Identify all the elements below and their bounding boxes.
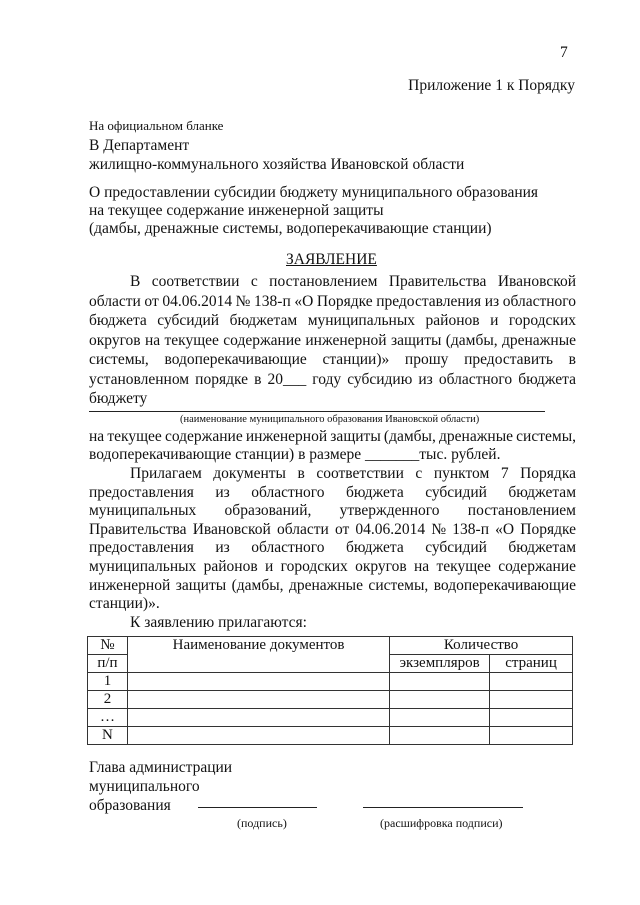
subject-line: (дамбы, дренажные системы, водоперекачивающие станции)	[89, 220, 492, 237]
signatory-line: Глава администрации	[89, 759, 233, 776]
row-number: …	[88, 709, 128, 727]
table-row	[88, 691, 573, 709]
paragraph-line: водоперекачивающие станции) в размере _______тыс. рублей.	[89, 446, 501, 463]
copies-cell	[390, 673, 490, 691]
copies-cell	[390, 727, 490, 745]
paragraph-line: округов на текущее содержание инженерной защиты (дамбы, дренажные	[89, 331, 576, 349]
paragraph-line: на текущее содержание инженерной защиты (дамбы, дренажные системы,	[89, 428, 576, 445]
row-number: N	[88, 727, 128, 745]
paragraph-line: установленном порядке в 20___ году субсидию из областного бюджета	[89, 370, 576, 388]
row-number: 1	[88, 673, 128, 691]
paragraph-line: муниципальных образований, утвержденного постановлением	[89, 502, 576, 520]
row-number: 2	[88, 691, 128, 709]
signatory-line: образования	[89, 797, 171, 814]
pages-cell	[490, 673, 573, 691]
subject-line: О предоставлении субсидии бюджету муниципального образования	[89, 184, 539, 201]
col-num-header: №	[88, 637, 128, 655]
signature-line	[198, 807, 317, 808]
appendix-label: Приложение 1 к Порядку	[408, 77, 575, 94]
paragraph-line: муниципальных районов и городских округов на текущее содержание	[89, 558, 576, 575]
paragraph-line: системы, водоперекачивающие станции)» прошу предоставить в	[89, 351, 576, 368]
signature-name-line	[363, 807, 523, 808]
paragraph-line: Правительства Ивановской области от 04.06.2014 № 138-п «О Порядке	[89, 520, 576, 538]
pages-cell	[490, 691, 573, 709]
addressee-line: жилищно-коммунального хозяйства Ивановской области	[89, 156, 465, 173]
col-num-header: п/п	[88, 655, 128, 673]
paragraph-line: предоставления из областного бюджета субсидий бюджетам	[89, 539, 576, 557]
paragraph-line: станции)».	[89, 595, 160, 613]
attachments-table	[87, 636, 573, 745]
page-number: 7	[560, 44, 568, 61]
pages-cell	[490, 709, 573, 727]
col-copies-header: экземпляров	[390, 655, 490, 673]
doc-name-cell	[127, 691, 389, 709]
col-qty-header: Количество	[390, 637, 573, 655]
pages-cell	[490, 727, 573, 745]
municipality-blank-line	[89, 411, 545, 412]
signatory-line: муниципального	[89, 778, 200, 795]
paragraph-line: области от 04.06.2014 № 138-п «О Порядке предоставления из областного	[89, 292, 576, 310]
attachments-intro: К заявлению прилагаются:	[130, 614, 307, 631]
table-row	[88, 673, 573, 691]
table-row	[88, 727, 573, 745]
document-title: ЗАЯВЛЕНИЕ	[286, 251, 377, 268]
paragraph-line: бюджету	[89, 390, 148, 407]
municipality-caption: (наименование муниципального образования Ивановской области)	[180, 414, 480, 425]
addressee-line: В Департамент	[89, 137, 190, 154]
signature-name-caption: (расшифровка подписи)	[380, 816, 503, 830]
paragraph-line: Прилагаем документы в соответствии с пунктом 7 Порядка	[130, 465, 576, 482]
copies-cell	[390, 709, 490, 727]
doc-name-cell	[127, 727, 389, 745]
subject-line: на текущее содержание инженерной защиты	[89, 202, 384, 219]
copies-cell	[390, 691, 490, 709]
letterhead-note: На официальном бланке	[89, 118, 224, 133]
col-name-header: Наименование документов	[127, 637, 389, 673]
doc-name-cell	[127, 709, 389, 727]
paragraph-line: бюджета субсидий бюджетам муниципальных районов и городских	[89, 312, 576, 329]
signature-caption: (подпись)	[237, 816, 287, 830]
paragraph-line: инженерной защиты (дамбы, дренажные системы, водоперекачивающие	[89, 576, 576, 594]
paragraph-line: предоставления из областного бюджета субсидий бюджетам	[89, 483, 576, 501]
paragraph-line: В соответствии с постановлением Правительства Ивановской	[130, 273, 576, 290]
doc-name-cell	[127, 673, 389, 691]
col-pages-header: страниц	[490, 655, 573, 673]
table-row	[88, 709, 573, 727]
